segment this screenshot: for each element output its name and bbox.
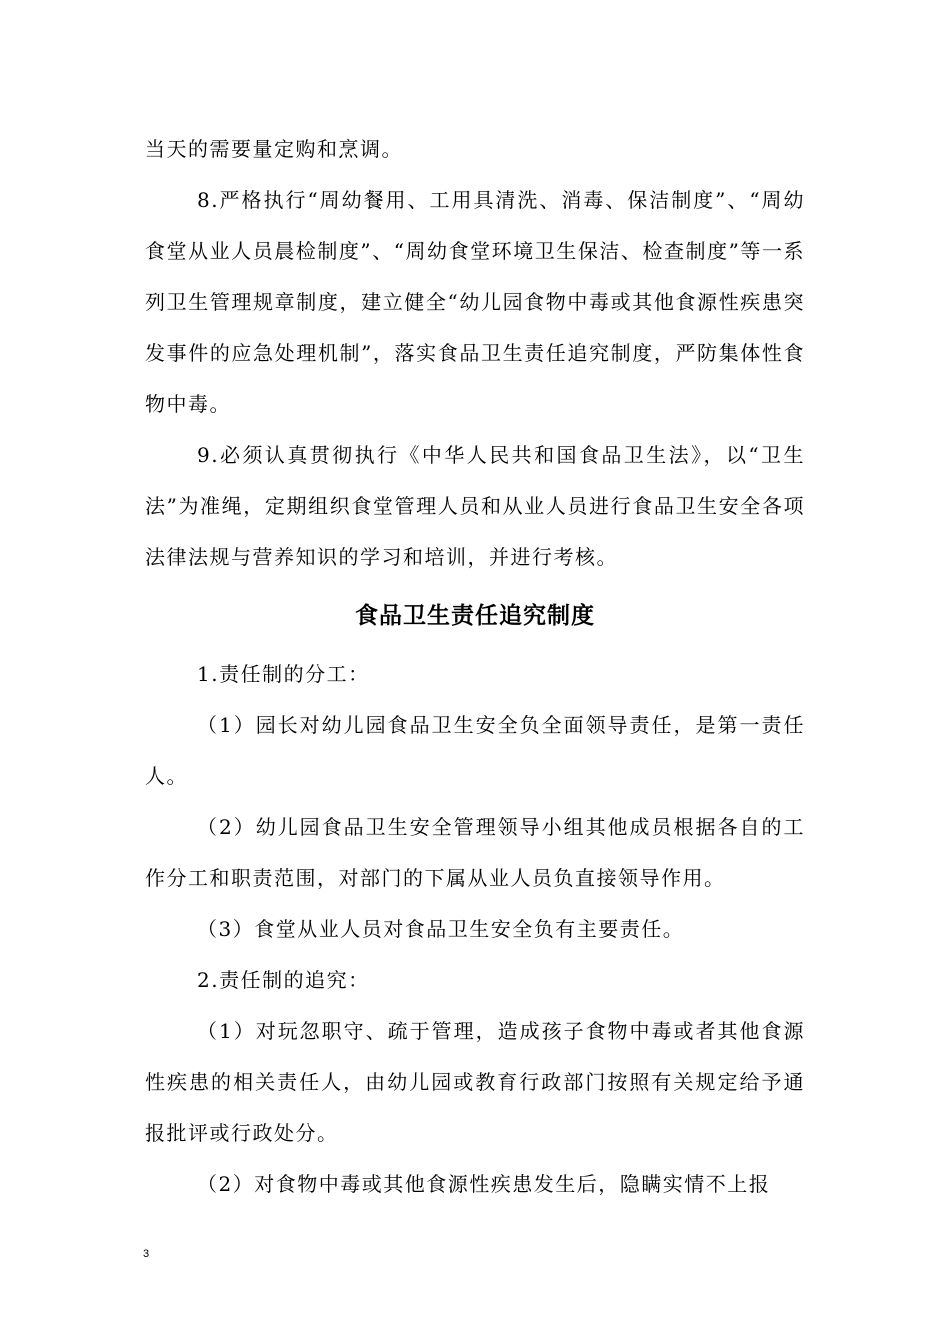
item-9-paragraph: 9.必须认真贯彻执行《中华人民共和国食品卫生法》，以“卫生法”为准绳，定期组织食堂管理人员和从业人员进行食品卫生安全各项法律法规与营养知识的学习和培训，并进行考核。 (145, 443, 805, 569)
continuation-paragraph: 当天的需要量定购和烹调。 (145, 137, 403, 161)
document-body (145, 124, 805, 1210)
section-2-heading: 2.责任制的追究： (197, 968, 370, 992)
section-1-item-2: （2）幼儿园食品卫生安全管理领导小组其他成员根据各自的工作分工和职责范围，对部门的下属从业人员负直接领导作用。 (145, 815, 805, 890)
section-title: 食品卫生责任追究制度 (355, 603, 595, 629)
section-2-item-1: （1）对玩忽职守、疏于管理，造成孩子食物中毒或者其他食源性疾患的相关责任人，由幼儿园或教育行政部门按照有关规定给予通报批评或行政处分。 (145, 1019, 805, 1145)
page-number: 3 (143, 1248, 150, 1260)
section-1-heading: 1.责任制的分工： (197, 662, 370, 686)
item-8-paragraph: 8.严格执行“周幼餐用、工用具清洗、消毒、保洁制度”、“周幼食堂从业人员晨检制度”、“周幼食堂环境卫生保洁、检查制度”等一系列卫生管理规章制度，建立健全“幼儿园食物中毒或其他食源性疾患突发事件的应急处理机制”，落实食品卫生责任追究制度，严防集体性食物中毒。 (145, 188, 805, 416)
section-1-item-3: （3）食堂从业人员对食品卫生安全负有主要责任。 (197, 917, 685, 941)
section-2-item-2: （2）对食物中毒或其他食源性疾患发生后，隐瞒实情不上报 (197, 1172, 771, 1196)
section-1-item-1: （1）园长对幼儿园食品卫生安全负全面领导责任，是第一责任人。 (145, 713, 805, 788)
